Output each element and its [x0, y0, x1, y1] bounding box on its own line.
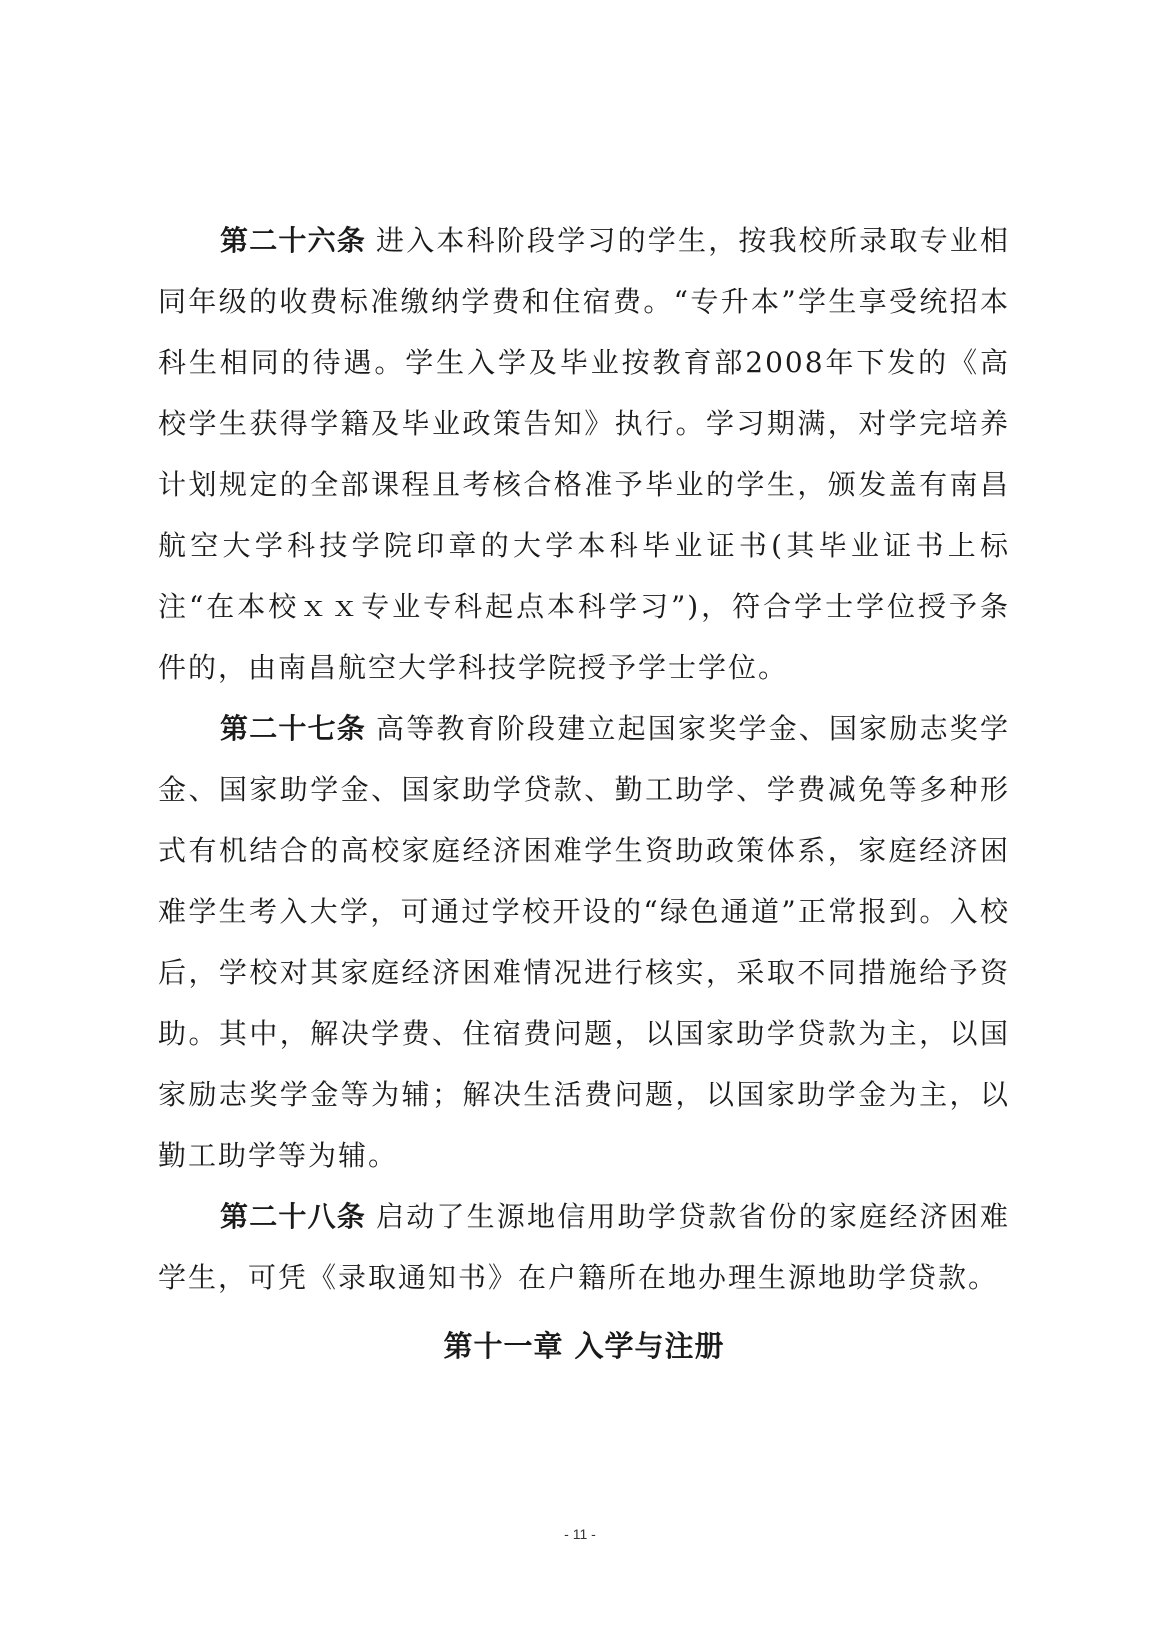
article-27-body: 高等教育阶段建立起国家奖学金、国家励志奖学金、国家助学金、国家助学贷款、勤工助学、学费减免等多种形式有机结合的高校家庭经济困难学生资助政策体系，家庭经济困难学生考入大学，可通过学校开设的“绿色通道”正常报到。入校后，学校对其家庭经济困难情况进行核实，采取不同措施给予资助。其中，解决学费、住宿费问题，以国家助学贷款为主，以国家励志奖学金等为辅；解决生活费问题，以国家助学金为主，以勤工助学等为辅。: [158, 712, 1010, 1172]
page-number: - 11 -: [564, 1526, 596, 1542]
document-page: [158, 210, 1010, 1376]
article-27: [158, 698, 1010, 1186]
article-28-body: 启动了生源地信用助学贷款省份的家庭经济困难学生，可凭《录取通知书》在户籍所在地办理生源地助学贷款。: [158, 1200, 1010, 1294]
chapter-title: 第十一章 入学与注册: [443, 1329, 725, 1363]
article-27-heading: 第二十七条: [220, 712, 366, 745]
article-28: [158, 1186, 1010, 1308]
article-28-heading: 第二十八条: [220, 1200, 366, 1233]
article-26-heading: 第二十六条: [220, 224, 366, 257]
article-26: [158, 210, 1010, 698]
article-26-body: 进入本科阶段学习的学生，按我校所录取专业相同年级的收费标准缴纳学费和住宿费。“专升本”学生享受统招本科生相同的待遇。学生入学及毕业按教育部2008年下发的《高校学生获得学籍及毕业政策告知》执行。学习期满，对学完培养计划规定的全部课程且考核合格准予毕业的学生，颁发盖有南昌航空大学科技学院印章的大学本科毕业证书(其毕业证书上标注“在本校ｘｘ专业专科起点本科学习”)，符合学士学位授予条件的，由南昌航空大学科技学院授予学士学位。: [158, 224, 1010, 684]
